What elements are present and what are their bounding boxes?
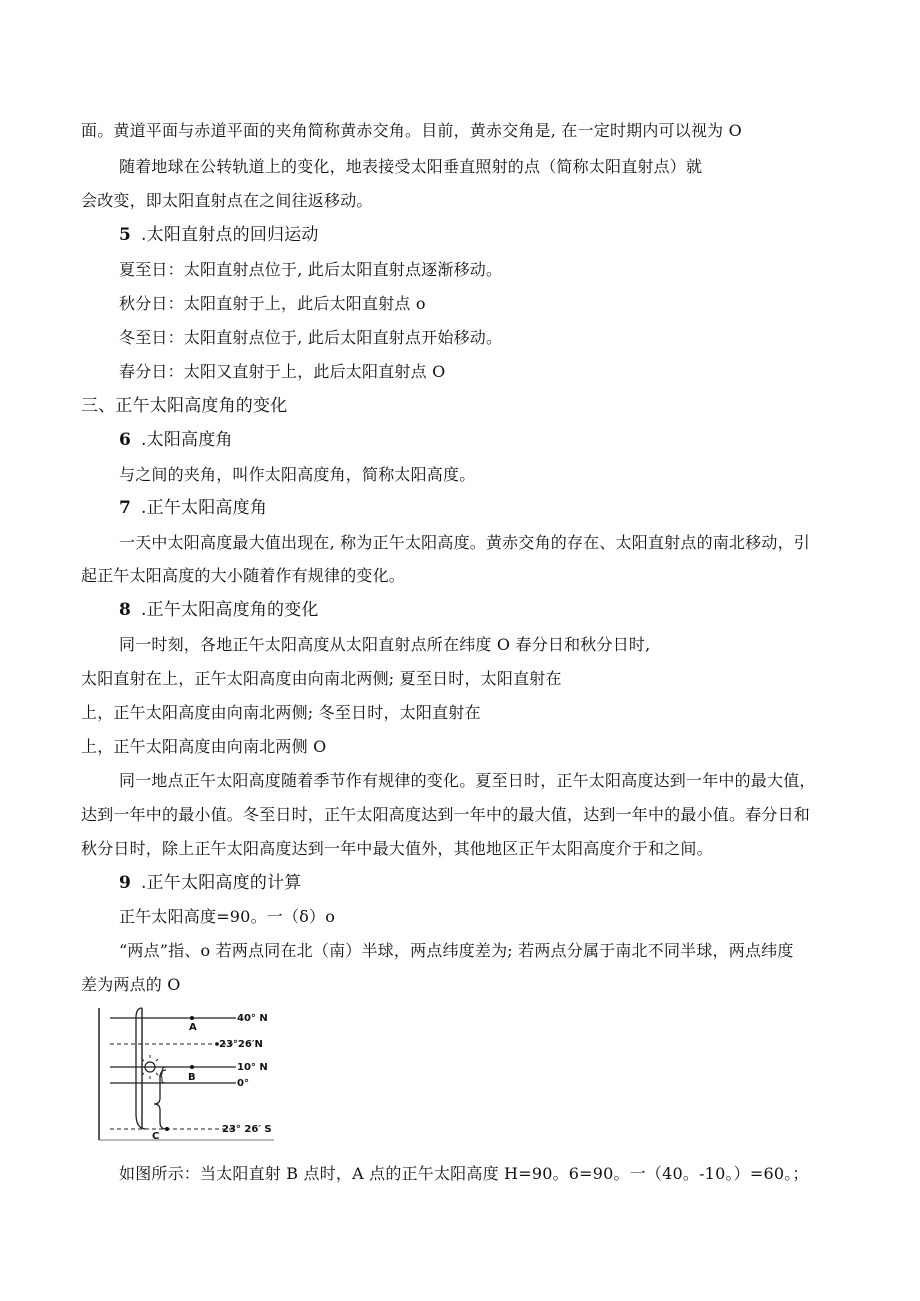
section-title: .正午太阳高度角的变化 (141, 600, 319, 620)
point-a-dot (190, 1016, 194, 1020)
large-brace (154, 1070, 166, 1129)
latitude-label-equator: 0° (237, 1078, 249, 1089)
text-line: 同一时刻，各地正午太阳高度从太阳直射点所在纬度 O 春分日和秋分日时, (119, 635, 651, 654)
text-line: 随着地球在公转轨道上的变化，地表接受太阳垂直照射的点（简称太阳直射点）就 (119, 157, 703, 176)
section-number: 9 (119, 873, 132, 893)
section-title: .太阳直射点的回归运动 (141, 225, 319, 245)
point-c-dot (165, 1127, 169, 1131)
section-heading-6 (119, 430, 233, 450)
point-b-dot (190, 1065, 194, 1069)
text-line: 起正午太阳高度的大小随着作有规律的变化。 (81, 566, 406, 585)
text-line: 上，正午太阳高度由向南北两侧; 冬至日时，太阳直射在 (81, 703, 481, 722)
text-line: 与之间的夹角，叫作太阳高度角，简称太阳高度。 (119, 465, 476, 484)
text-line: 秋分日时，除上正午太阳高度达到一年中最大值外，其他地区正午太阳高度介于和之间。 (81, 839, 713, 858)
text-line: 春分日：太阳又直射于上，此后太阳直射点 O (119, 362, 446, 381)
text-line: 太阳直射在上，正午太阳高度由向南北两侧; 夏至日时，太阳直射在 (81, 669, 562, 688)
text-line: 差为两点的 O (81, 975, 181, 994)
section-number: 6 (119, 430, 132, 450)
text-line: “两点”指、o 若两点同在北（南）半球，两点纬度差为; 若两点分属于南北不同半球，两点纬度 (119, 941, 794, 960)
text-line: 达到一年中的最小值。冬至日时，正午太阳高度达到一年中的最大值，达到一年中的最小值。春分日和 (81, 805, 811, 824)
chapter-heading: 三、正午太阳高度角的变化 (81, 396, 288, 416)
section-title: .太阳高度角 (141, 430, 233, 450)
text-line: 同一地点正午太阳高度随着季节作有规律的变化。夏至日时，正午太阳高度达到一年中的最大值， (119, 771, 816, 790)
section-number: 5 (119, 225, 132, 245)
text-line: 秋分日：太阳直射于上，此后太阳直射点 o (119, 294, 426, 313)
text-line: 会改变，即太阳直射点在之间往返移动。 (81, 191, 373, 210)
latitude-label-40n: 40° N (237, 1013, 268, 1024)
section-heading-5 (119, 225, 319, 245)
section-number: 8 (119, 600, 132, 620)
text-line: 面。黄道平面与赤道平面的夹角简称黄赤交角。目前，黄赤交角是, 在一定时期内可以视为 O (81, 121, 742, 140)
section-title: .正午太阳高度的计算 (141, 873, 302, 893)
section-heading-8 (119, 600, 319, 620)
latitude-label-2326n: 23°26′N (219, 1039, 263, 1050)
section-title: .正午太阳高度角 (141, 498, 268, 518)
section-heading-7 (119, 498, 267, 518)
latitude-label-2326s: 23° 26′ S (222, 1124, 272, 1135)
formula-line: 正午太阳高度=90。一（δ）o (119, 907, 336, 926)
latitude-label-10n: 10° N (237, 1062, 268, 1073)
text-line: 夏至日：太阳直射点位于, 此后太阳直射点逐渐移动。 (119, 260, 503, 279)
text-line: 一天中太阳高度最大值出现在, 称为正午太阳高度。黄赤交角的存在、太阳直射点的南北移动，引 (119, 533, 810, 552)
long-arc (136, 1008, 146, 1129)
point-b-label: B (188, 1072, 196, 1083)
text-line: 冬至日：太阳直射点位于, 此后太阳直射点开始移动。 (119, 328, 503, 347)
text-line: 如图所示：当太阳直射 B 点时，A 点的正午太阳高度 H=90。6=90。一（40。-10。）=60。； (119, 1164, 809, 1183)
point-c-label: C (152, 1131, 160, 1142)
section-heading-9 (119, 873, 301, 893)
text-line: 上，正午太阳高度由向南北两侧 O (81, 737, 327, 756)
point-a-label: A (189, 1022, 197, 1033)
latitude-diagram (96, 1004, 276, 1144)
section-number: 7 (119, 498, 132, 518)
